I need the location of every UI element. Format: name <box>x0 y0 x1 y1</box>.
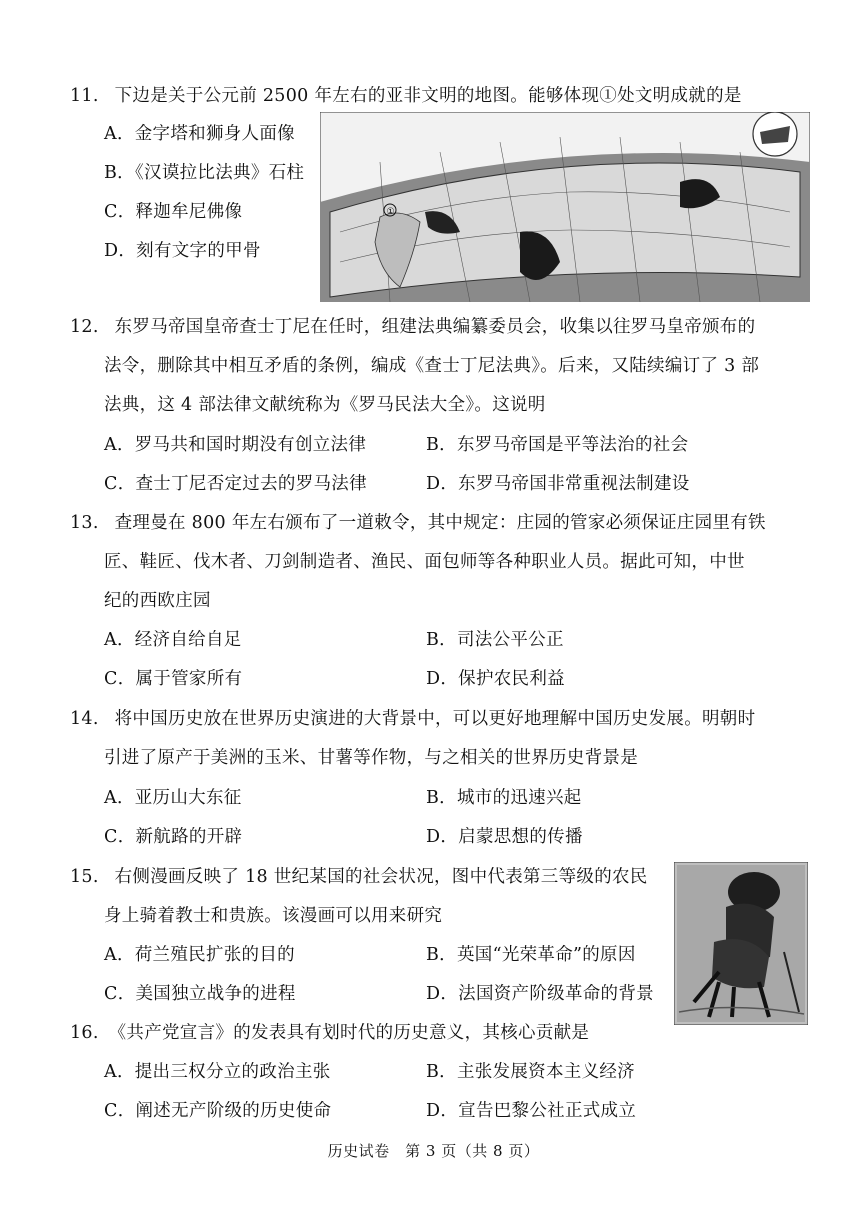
map-marker-label: ① <box>386 207 395 217</box>
q15-option-d[interactable]: D．法国资产阶级革命的背景 <box>426 984 654 1004</box>
q16-option-a[interactable]: A．提出三权分立的政治主张 <box>104 1062 331 1082</box>
q15-option-c[interactable]: C．美国独立战争的进程 <box>104 984 296 1004</box>
asia-africa-civilization-map <box>320 112 810 302</box>
question-11-stem <box>70 84 742 108</box>
q11-option-b[interactable]: B．《汉谟拉比法典》石柱 <box>104 163 305 183</box>
q12-option-a[interactable]: A．罗马共和国时期没有创立法律 <box>104 435 367 455</box>
third-estate-cartoon <box>674 862 808 1025</box>
question-14-stem-line-1: 14. 将中国历史放在世界历史演进的大背景中，可以更好地理解中国历史发展。明朝时 <box>70 709 756 729</box>
q16-option-d[interactable]: D．宣告巴黎公社正式成立 <box>426 1101 637 1121</box>
q13-option-c[interactable]: C．属于管家所有 <box>104 669 243 689</box>
question-12-stem-line-2: 法令，删除其中相互矛盾的条例，编成《查士丁尼法典》。后来，又陆续编订了 3 部 <box>104 356 760 376</box>
q15-option-a[interactable]: A．荷兰殖民扩张的目的 <box>104 945 295 965</box>
q16-option-c[interactable]: C．阐述无产阶级的历史使命 <box>104 1101 332 1121</box>
question-number: 13. <box>70 513 99 533</box>
q11-option-c[interactable]: C．释迦牟尼佛像 <box>104 202 243 222</box>
q16-option-b[interactable]: B．主张发展资本主义经济 <box>426 1062 635 1082</box>
question-13-stem-line-1: 13. 查理曼在 800 年左右颁布了一道敕令，其中规定：庄园的管家必须保证庄园里有铁 <box>70 513 766 533</box>
page-footer: 历史试卷 第 3 页（共 8 页） <box>327 1142 540 1160</box>
q11-option-a[interactable]: A．金字塔和狮身人面像 <box>104 124 295 144</box>
question-number: 16. <box>70 1023 99 1043</box>
q13-option-d[interactable]: D．保护农民利益 <box>426 669 565 689</box>
q12-option-b[interactable]: B．东罗马帝国是平等法治的社会 <box>426 435 689 455</box>
q13-option-a[interactable]: A．经济自给自足 <box>104 630 242 650</box>
question-number: 15. <box>70 867 99 887</box>
question-15-stem-line-2: 身上骑着教士和贵族。该漫画可以用来研究 <box>104 906 443 926</box>
question-13-stem-line-3: 纪的西欧庄园 <box>104 591 211 611</box>
question-12-stem-line-3: 法典，这 4 部法律文献统称为《罗马民法大全》。这说明 <box>104 395 546 415</box>
question-text: 下边是关于公元前 2500 年左右的亚非文明的地图。能够体现①处文明成就的是 <box>114 86 742 106</box>
q14-option-a[interactable]: A．亚历山大东征 <box>104 788 242 808</box>
question-16-stem: 16. 《共产党宣言》的发表具有划时代的历史意义，其核心贡献是 <box>70 1023 590 1043</box>
question-number: 12. <box>70 317 99 337</box>
question-number: 11. <box>70 86 99 106</box>
q15-option-b[interactable]: B．英国“光荣革命”的原因 <box>426 945 636 965</box>
q14-option-b[interactable]: B．城市的迅速兴起 <box>426 788 582 808</box>
question-12-stem-line-1: 12. 东罗马帝国皇帝查士丁尼在任时，组建法典编纂委员会，收集以往罗马皇帝颁布的 <box>70 317 756 337</box>
q13-option-b[interactable]: B．司法公平公正 <box>426 630 564 650</box>
q14-option-d[interactable]: D．启蒙思想的传播 <box>426 827 583 847</box>
question-14-stem-line-2: 引进了原产于美洲的玉米、甘薯等作物，与之相关的世界历史背景是 <box>104 748 638 768</box>
question-15-stem-line-1: 15. 右侧漫画反映了 18 世纪某国的社会状况，图中代表第三等级的农民 <box>70 867 648 887</box>
question-number: 14. <box>70 709 99 729</box>
q12-option-c[interactable]: C．查士丁尼否定过去的罗马法律 <box>104 474 367 494</box>
q11-option-d[interactable]: D．刻有文字的甲骨 <box>104 241 261 261</box>
question-13-stem-line-2: 匠、鞋匠、伐木者、刀剑制造者、渔民、面包师等各种职业人员。据此可知，中世 <box>104 552 745 572</box>
q12-option-d[interactable]: D．东罗马帝国非常重视法制建设 <box>426 474 690 494</box>
q14-option-c[interactable]: C．新航路的开辟 <box>104 827 243 847</box>
